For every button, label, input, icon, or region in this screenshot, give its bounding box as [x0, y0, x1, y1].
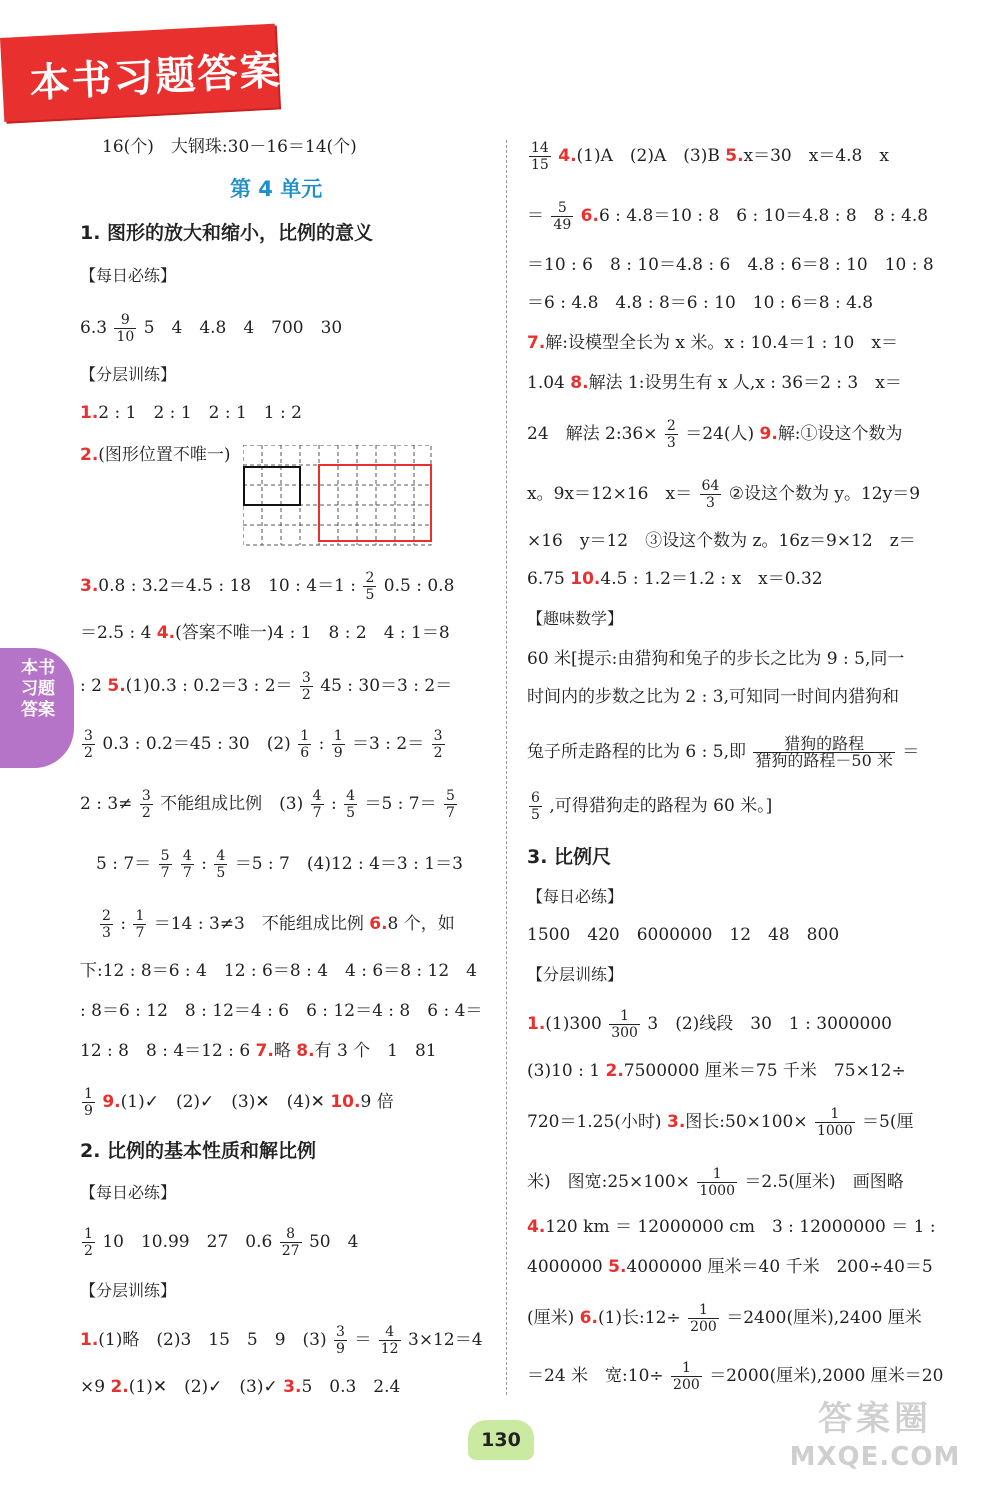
- ans-9-line3: ×16 y＝12 ③设这个数为 z。16z＝9×12 z＝: [527, 531, 916, 551]
- answer-4: ＝2.5 : 4 4.(答案不唯一)4 : 1 8 : 2 4 : 1＝8: [80, 623, 450, 643]
- section-3-title: 3. 比例尺: [527, 846, 612, 868]
- ans-9-line2: x。9x＝12×16 x＝ $\frac{64}{3}$ ②设这个数为 y。12y＝9: [527, 478, 921, 511]
- daily-answers-2: $\frac{1}{2}$ 10 10.99 27 0.6 $\frac{8}{27}$ 50 4: [84, 1226, 359, 1259]
- answer-1: 1.2 : 1 2 : 1 2 : 1 1 : 2: [80, 403, 302, 423]
- scale-ans-3-line2: 米) 图宽:25×100× $\frac{1}{1000}$ ＝2.5(厘米) 画图略: [527, 1166, 904, 1199]
- small-rectangle: [244, 467, 300, 505]
- unit-title: 第 4 单元: [230, 177, 323, 201]
- ans-4-5: $\frac{14}{15}$ 4.(1)A (2)A (3)B 5.x＝30 x＝4.8 x: [531, 140, 889, 173]
- answer-r1: 1.(1)略 (2)3 15 5 9 (3) $\frac{3}{9}$ ＝ $\frac{4}{12}$ 3×12＝4: [80, 1324, 483, 1357]
- answer-5-line1: : 2 5.(1)0.3 : 0.2＝3 : 2＝ $\frac{3}{2}$ 45 : 30＝3 : 2＝: [80, 670, 453, 703]
- scale-ans-3: 720＝1.25(小时) 3.图长:50×100× $\frac{1}{1000}$ ＝5(厘: [527, 1106, 914, 1139]
- scale-ans-5: 4000000 5.4000000 厘米＝40 千米 200÷40＝5: [527, 1257, 933, 1277]
- scale-ans-4: 4.120 km ＝ 12000000 cm 3 : 12000000 ＝ 1 :: [527, 1217, 936, 1237]
- fun-line2: 时间内的步数之比为 2 : 3,可知同一时间内猎狗和: [527, 687, 899, 707]
- layered-training-label: 【分层训练】: [80, 365, 177, 384]
- ans-8: 1.04 8.解法 1:设男生有 x 人,x : 36＝2 : 3 x＝: [527, 373, 902, 393]
- answer-2: 2.(图形位置不唯一): [80, 445, 231, 465]
- fun-math-label: 【趣味数学】: [527, 609, 624, 628]
- ans-6-line2: ＝10 : 6 8 : 10＝4.8 : 6 4.8 : 6＝8 : 10 10 : 8: [527, 255, 934, 275]
- scale-ans-1: 1.(1)300 $\frac{1}{300}$ 3 (2)线段 30 1 : 3000000: [527, 1008, 892, 1041]
- answer-5-line4: 5 : 7＝ $\frac{5}{7}$ $\frac{4}{7}$ : $\frac{4}{5}$ ＝5 : 7 (4)12 : 4＝3 : 1＝3: [96, 848, 463, 881]
- section-1-title: 1. 图形的放大和缩小，比例的意义: [80, 222, 374, 244]
- layered-training-label-2: 【分层训练】: [80, 1281, 177, 1300]
- scale-ans-6: (厘米) 6.(1)长:12÷ $\frac{1}{200}$ ＝2400(厘米),2400 厘米: [527, 1302, 922, 1335]
- carryover-line: 16(个) 大钢珠:30－16＝14(个): [102, 137, 357, 157]
- answer-5-line5: $\frac{2}{3}$ : $\frac{1}{7}$ ＝14 : 3≠3 不能组成比例 6.8 个，如: [102, 908, 455, 941]
- daily-practice-label-2: 【每日必练】: [80, 1183, 177, 1202]
- answer-3: 3.0.8 : 3.2＝4.5 : 18 10 : 4＝1 : $\frac{2}{5}$ 0.5 : 0.8: [80, 570, 455, 603]
- answer-r2-r3: ×9 2.(1)✕ (2)✓ (3)✓ 3.5 0.3 2.4: [80, 1377, 401, 1397]
- answer-6-line2: 下:12 : 8＝6 : 4 12 : 6＝8 : 4 4 : 6＝8 : 12 4: [80, 961, 477, 981]
- ans-10: 6.75 10.4.5 : 1.2＝1.2 : x x＝0.32: [527, 569, 823, 589]
- daily-answers-1: 6.3 $\frac{9}{10}$ 5 4 4.8 4 700 30: [80, 312, 343, 345]
- watermark: 答案圈 MXQE.COM: [789, 1399, 961, 1472]
- ans-7: 7.解:设模型全长为 x 米。x : 10.4＝1 : 10 x＝: [527, 333, 898, 353]
- grid-figure: [243, 445, 433, 547]
- ans-6-line3: ＝6 : 4.8 4.8 : 8＝6 : 10 10 : 6＝8 : 4.8: [527, 293, 874, 313]
- banner-title: 本书习题答案: [28, 47, 283, 107]
- side-tab: [0, 648, 74, 768]
- fun-line3: 兔子所走路程的比为 6 : 5,即 $\frac{\text{猎狗的路程}}{\text{猎狗的路程－50 米}}$ ＝: [527, 734, 920, 770]
- column-divider: [506, 140, 507, 1395]
- fun-line4: $\frac{6}{5}$ ,可得猎狗走的路程为 60 米。]: [531, 790, 773, 823]
- fraction: $\frac{9}{10}$: [116, 312, 135, 345]
- fun-line1: 60 米[提示:由猎狗和兔子的步长之比为 9 : 5,同一: [527, 649, 905, 669]
- side-tab-label: 本书习题答案: [21, 658, 55, 720]
- daily-practice-label: 【每日必练】: [80, 266, 177, 285]
- answer-5-line3: 2 : 3≠ $\frac{3}{2}$ 不能组成比例 (3) $\frac{4}{7}$ : $\frac{4}{5}$ ＝5 : 7＝ $\frac{5}{7}$: [80, 788, 455, 821]
- answer-6-line3: : 8＝6 : 12 8 : 12＝4 : 6 6 : 12＝4 : 8 6 : 4＝: [80, 1001, 483, 1021]
- ans-6-line1: ＝ $\frac{5}{49}$ 6.6 : 4.8＝10 : 8 6 : 10＝4.8 : 8 8 : 4.8: [527, 200, 929, 233]
- ans-8-9: 24 解法 2:36× $\frac{2}{3}$ ＝24(人) 9.解:①设这个数为: [527, 418, 903, 451]
- layered-training-label-3: 【分层训练】: [527, 965, 624, 984]
- daily-answers-3: 1500 420 6000000 12 48 800: [527, 925, 840, 945]
- page-number: 130: [468, 1420, 534, 1460]
- answer-5-line2: $\frac{3}{2}$ 0.3 : 0.2＝45 : 30 (2) $\frac{1}{6}$ : $\frac{1}{9}$ ＝3 : 2＝ $\frac{3}{2}$: [84, 728, 443, 761]
- answer-9-10: $\frac{1}{9}$ 9.(1)✓ (2)✓ (3)✕ (4)✕ 10.9 倍: [84, 1086, 394, 1119]
- answer-6-line4: 12 : 8 8 : 4＝12 : 6 7.略 8.有 3 个 1 81: [80, 1041, 437, 1061]
- scale-ans-2: (3)10 : 1 2.7500000 厘米＝75 千米 75×12÷: [527, 1061, 906, 1081]
- section-2-title: 2. 比例的基本性质和解比例: [80, 1140, 317, 1162]
- daily-practice-label-3: 【每日必练】: [527, 887, 624, 906]
- scale-ans-6-line2: ＝24 米 宽:10÷ $\frac{1}{200}$ ＝2000(厘米),2000 厘米＝20: [527, 1360, 944, 1393]
